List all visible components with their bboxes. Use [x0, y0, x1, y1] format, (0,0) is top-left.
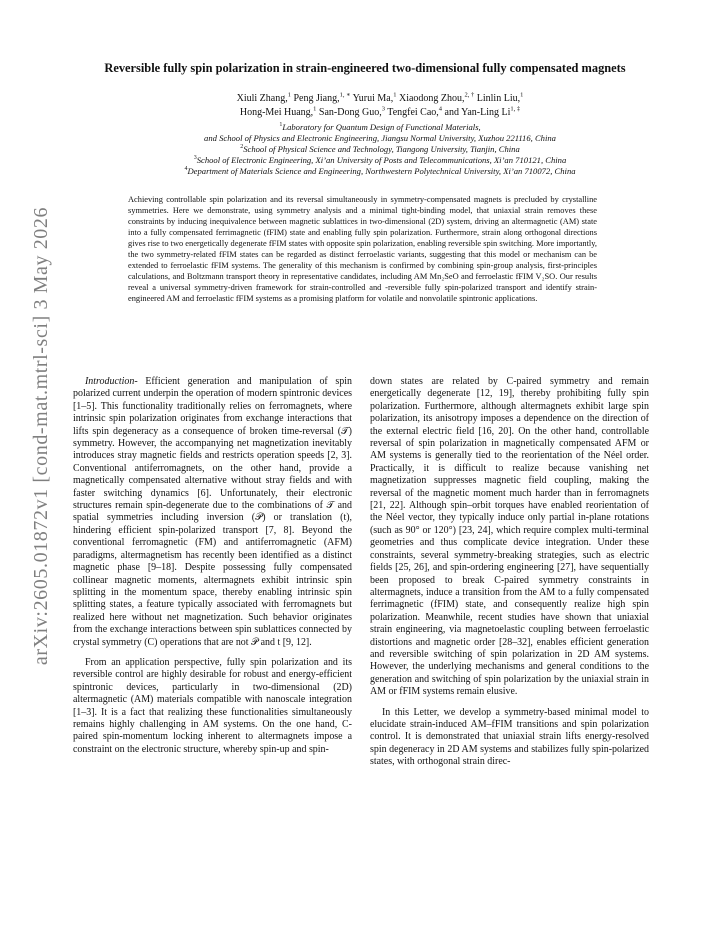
author: San-Dong Guo,$^3$ [318, 105, 385, 118]
author: Hong-Mei Huang,$^1$ [239, 105, 317, 118]
body-column-right [370, 376, 649, 769]
affiliation: $^1$Laboratory for Quantum Design of Functional Materials, [279, 122, 481, 132]
author: Xiaodong Zhou,$^{2, \dagger}$ [398, 91, 475, 104]
paragraph: down states are related by C-paired symmetry and remain energetically degenerate [12, 19], thereby prohibiting fully spin polarization. Furthermore, although altermagnets exhibit large spin polarization, its anisotropy imposes a dependence on the direction of the external electric field [16, 20]. On the other hand, controllable reversal of spin polarization in magnetically compensated AFM or AM systems is generally tied to the reorientation of the Néel order. Practically, it is difficult to realize because vanishing net magnetization suppresses magnetic field coupling, making the reversal of the magnetic moment much harder than in ferromagnets [21, 22]. Although spin–orbit torques have enabled reorientation of the Néel vector, they typically induce only partial in-plane rotations (such as 90° or 120°) [23, 24], which require complex multi-terminal geometries and thus complicate device integration. Under these constraints, several symmetry-breaking strategies, such as electric fields [25, 26], and spin-ordering engineering [27], have sequentially been proposed to break C-paired symmetry constraints in altermagnets, induce a transition from the AM to a fully compensated ferrimagnetic (fFIM) state, and consequently realize high spin polarization. Meanwhile, recent studies have shown that uniaxial strain engineering, via magnetoelastic coupling between ferroelastic distortions and magnetic order [28–32], enables efficient generation and reversible switching of spin polarization in 2D AM systems. However, the underlying mechanisms and general conditions to the generation and switching of spin polarization by the uniaxial strain in AM or fFIM systems remain elusive. [370, 376, 649, 698]
affiliations [90, 122, 670, 177]
arxiv-identifier[interactable]: arXiv:2605.01872v1 [cond-mat.mtrl-sci] 3 May 2026 [30, 206, 52, 666]
author: Xiuli Zhang,$^1$ [236, 91, 291, 104]
author: and Yan-Ling $Li^{1, \ddagger}$ [444, 105, 521, 118]
abstract [128, 194, 597, 304]
author: Tengfei Cao,$^4$ [387, 105, 443, 118]
paper-title: Reversible fully spin polarization in strain-engineered two-dimensional fully compensated magnets [104, 61, 626, 75]
affiliation: $^2$School of Physical Science and Technology, Tiangong University, Tianjin, China [240, 144, 520, 154]
section-lead: Introduction- [85, 376, 138, 387]
affiliation: $^4$Department of Materials Science and Engineering, Northwestern Polytechnical University, Xi’an 710072, China [184, 166, 576, 176]
paragraph: From an application perspective, fully spin polarization and its reversible control are highly desirable for robust and energy-efficient spintronic devices, particularly in two-dimensional (2D) altermagnetic (AM) materials compatible with nanoscale integration [1–3]. It is a fact that realizing these functionalities simultaneously remains highly challenging in AM systems. On the one hand, C-paired spin-momentum locking inherent to altermagnets impose a constraint on the electronic structure, whereby spin-up and spin- [73, 656, 352, 755]
author: Yurui Ma,$^1$ [352, 91, 397, 104]
author: Peng Jiang,$^{1, ∗}$ [293, 91, 351, 104]
body-column-left [73, 376, 352, 756]
abstract-text: Achieving controllable spin polarization and its reversal simultaneously in symmetry-compensated magnets is precluded by crystalline symmetries. Here we demonstrate, using symmetry analysis and a minimal tight-binding model, that uniaxial strain removes these constraints by inducing inequivalence between magnetic sublattices in two-dimensional (2D) system, driving an altermagnetic (AM) state into a fully compensated ferrimagnetic (fFIM) state and enabling fully spin polarization. Furthermore, strain along orthogonal directions gives rise to two energetically degenerate fFIM states with opposite spin polarization, enabling reversible spin switching. More importantly, the two symmetry-related fFIM states can be regarded as distinct ferroelastic variants, suggesting that this model or mechanism can be extended to ferroelastic fFIM systems. The generality of this mechanism is confirmed by combining spin-group analysis, first-principles calculations, and Boltzmann transport theory in representative candidates, including AM Mn₂SeO and ferroelastic fFIM V₂SO. Our results reveal a universal symmetry-driven framework for strain-controlled and -reversible fully spin-polarized transport and identify strain-engineered AM and ferroelastic fFIM systems as a promising platform for volatile and nonvolatile spintronic applications. [128, 195, 597, 304]
affiliation: and School of Physics and Electronic Engineering, Jiangsu Normal University, Xuzhou 221116, China [204, 133, 556, 143]
paragraph: In this Letter, we develop a symmetry-based minimal model to elucidate strain-induced AM–fFIM transitions and spin polarization control. It is demonstrated that uniaxial strain lifts energy-resolved spin degeneracy in 2D AM systems and stabilizes fully spin-polarized states, with orthogonal strain direc- [370, 706, 649, 768]
author-list [100, 92, 660, 119]
paragraph: Introduction- Efficient generation and manipulation of spin polarized current underpin the operation of modern spintronic devices [1–5]. This functionality traditionally relies on ferromagnets, where intrinsic spin polarization originates from exchange interactions that lifts spin degeneracy as a consequence of broken time-reversal (𝒯) symmetry. However, the accompanying net magnetization inevitably introduces stray magnetic fields and restricts operation speeds [2, 3]. Conventional antiferromagnets, on the other hand, provide a magnetically compensated alternative without stray fields and with faster switching dynamics [6]. Unfortunately, their electronic structures remain spin-degenerate due to the combinations of 𝒯 and spatial symmetries including inversion (𝒫) or translation (t), hindering efficient spin-polarized transport [7, 8]. Beyond the conventional ferromagnetic (FM) and antiferromagnetic (AFM) paradigms, altermagnetism has recently been identified as a distinct magnetic phase [9–18]. Despite possessing fully compensated collinear magnetic moments, altermagnets exhibit intrinsic spin splitting in the momentum space, thereby enabling intrinsic spin splitting states, a feature typically associated with ferromagnets but realized here without net magnetization. Such behavior originates from the exchange interactions between spin sublattices connected by crystal symmetry (C) operations that are not 𝒫 and t [9, 12]. [73, 376, 352, 648]
author: Linlin Liu,$^1$ [476, 91, 524, 104]
affiliation: $^3$School of Electronic Engineering, Xi’an University of Posts and Telecommunications, Xi’an 710121, China [193, 155, 567, 165]
